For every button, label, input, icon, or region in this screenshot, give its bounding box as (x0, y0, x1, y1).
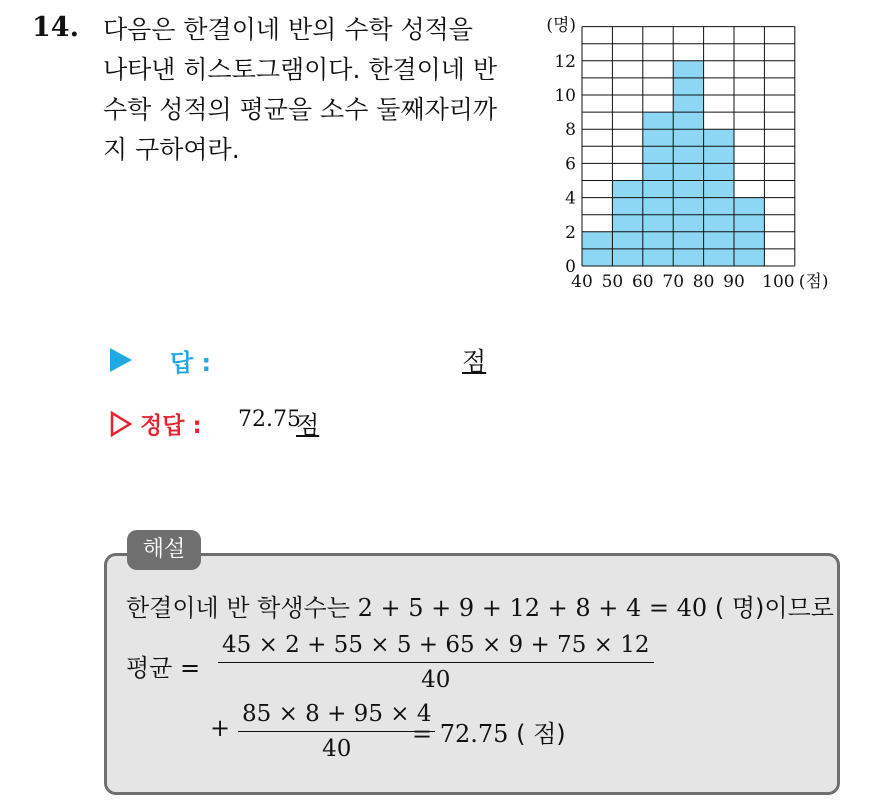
correct-answer-row (110, 403, 530, 443)
x-tick-label: 50 (601, 272, 624, 292)
answer-unit: 점 (462, 347, 487, 376)
answer-label: 답 : (170, 349, 212, 377)
fraction-2 (238, 697, 435, 766)
x-tick-label: 90 (723, 272, 745, 292)
fraction-denominator: 40 (421, 667, 451, 693)
solution-result (412, 714, 566, 749)
y-tick-label: 12 (554, 51, 576, 72)
y-tick-label: 10 (554, 86, 576, 106)
question-line: 지 구하여라. (103, 135, 240, 164)
question-line: 다음은 한결이네 반의 수학 성적을 (103, 15, 473, 44)
correct-unit: 점 (296, 411, 320, 439)
y-axis-label: (명) (546, 16, 576, 36)
fraction-denominator: 40 (322, 736, 352, 762)
correct-label: 정답 : (140, 413, 202, 439)
question-text (103, 10, 513, 170)
x-tick-label: 80 (692, 272, 715, 292)
solution-expression: 2 + 5 + 9 + 12 + 8 + 4 = 40 (357, 594, 708, 622)
y-tick-label: 2 (565, 222, 576, 243)
fraction-numerator: 45 × 2 + 55 × 5 + 65 × 9 + 75 × 12 (218, 628, 654, 663)
histogram-bar (643, 112, 673, 266)
solution-unit: ( 명) (714, 594, 765, 622)
x-tick-label: 100 (762, 272, 795, 292)
y-tick-label: 4 (565, 188, 576, 209)
x-tick-label: 70 (662, 272, 685, 292)
solution-line-1 (126, 588, 834, 623)
result-value: = 72.75 (412, 720, 509, 748)
question-line: 나타낸 히스토그램이다. 한결이네 반 (103, 55, 498, 84)
average-label: 평균 = (126, 654, 201, 682)
solution-text: 한결이네 반 학생수는 (126, 594, 350, 622)
solution-tab: 해설 (127, 530, 201, 570)
histogram-bar (612, 181, 642, 267)
y-tick-label: 8 (565, 120, 576, 141)
outline-triangle-icon (110, 411, 132, 437)
y-tick-label: 6 (565, 154, 576, 175)
fraction-1 (218, 628, 654, 697)
x-axis-label: (점) (798, 272, 829, 292)
y-tick-label: 0 (565, 257, 576, 277)
question-line: 수학 성적의 평균을 소수 둘째자리까 (103, 95, 498, 124)
x-tick-label: 60 (631, 272, 654, 292)
solution-text-end: 이므로 (764, 594, 834, 622)
answer-row (110, 340, 530, 380)
result-unit: ( 점) (516, 720, 566, 748)
question-number: 14. (32, 12, 79, 43)
histogram-chart (536, 16, 866, 296)
correct-value: 72.75 (238, 407, 301, 432)
fraction-numerator: 85 × 8 + 95 × 4 (238, 697, 435, 732)
x-tick-label: 40 (571, 272, 593, 292)
plus-sign: + (210, 714, 231, 742)
play-triangle-icon (110, 348, 132, 372)
